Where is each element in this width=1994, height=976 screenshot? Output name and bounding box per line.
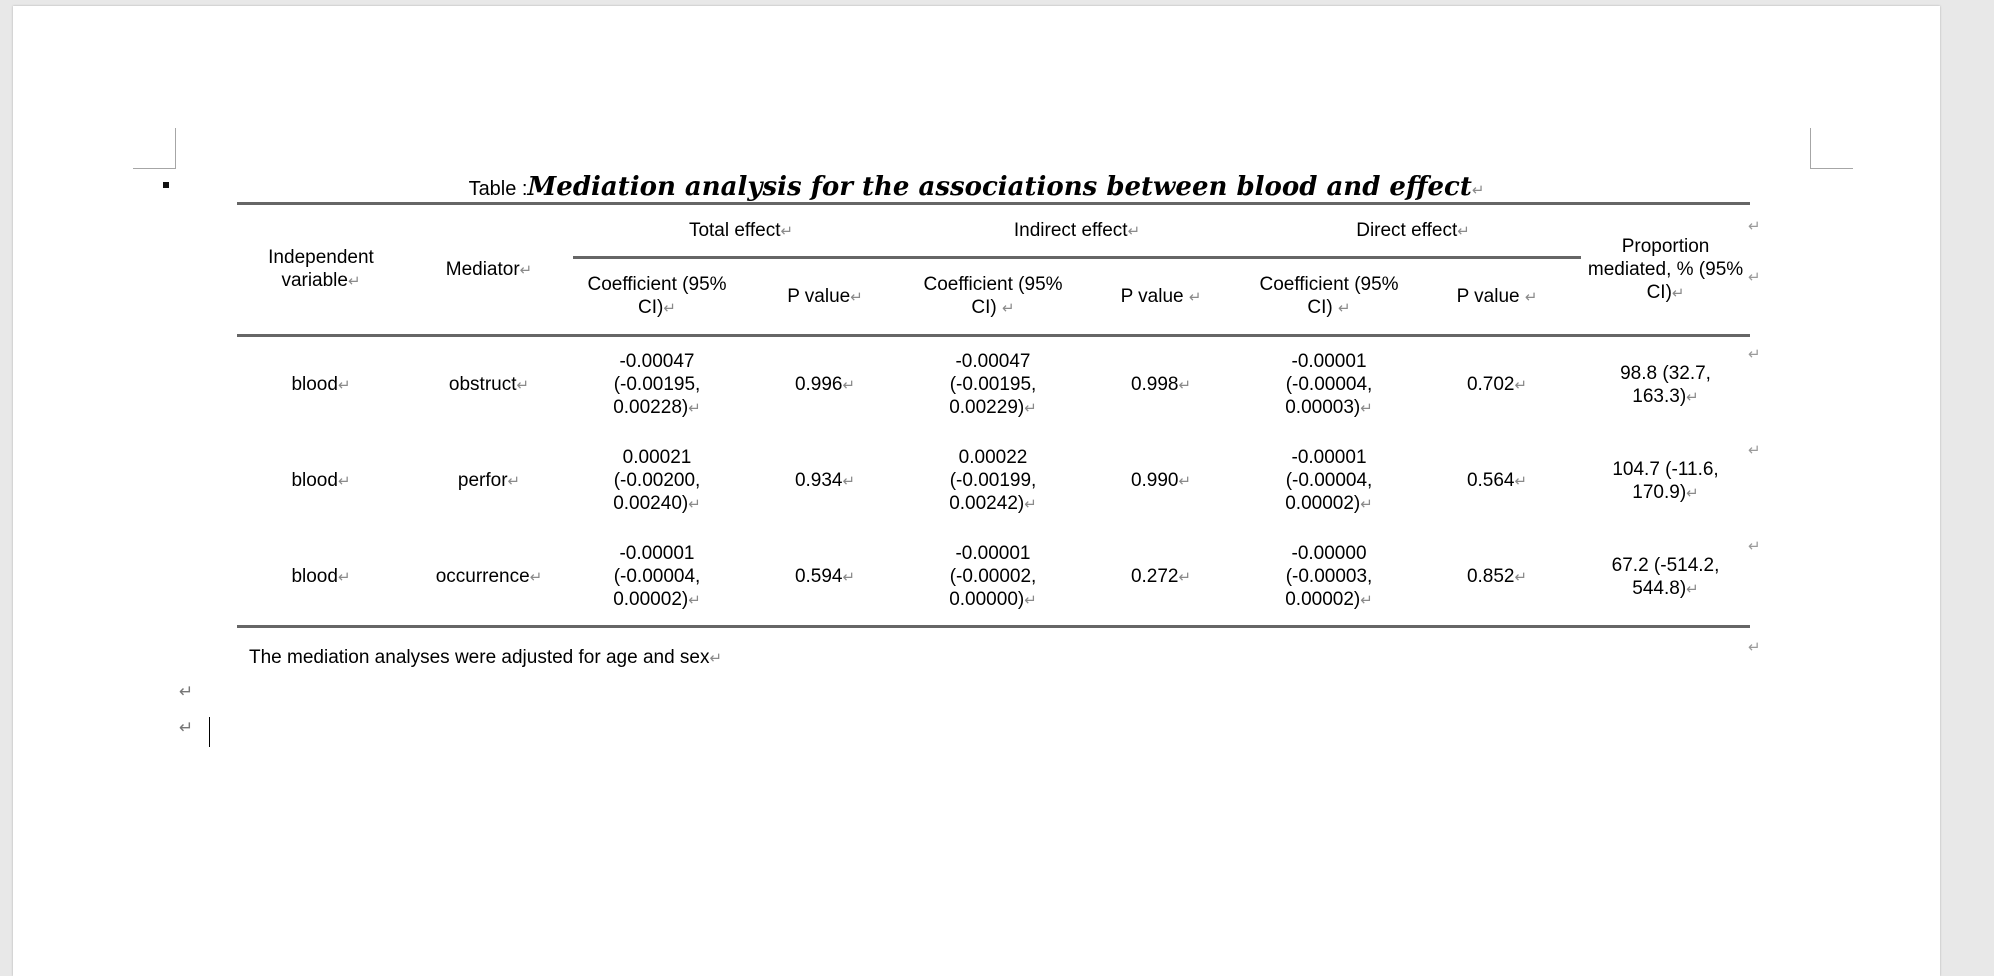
cell-proportion[interactable]: 104.7 (-11.6, 170.9)↵	[1612, 458, 1719, 503]
header-proportion-mediated[interactable]: Proportion mediated, % (95% CI)↵	[1581, 204, 1750, 336]
cell-indirect-coefficient[interactable]: -0.00047 (-0.00195, 0.00229)↵	[949, 351, 1037, 418]
cell-total-p-value[interactable]: 0.594↵	[794, 566, 856, 587]
cell-independent[interactable]: blood↵	[291, 374, 351, 395]
crop-mark-top-left	[133, 128, 176, 169]
cell-total-p-value[interactable]: 0.996↵	[794, 374, 856, 395]
header-indirect-p-value[interactable]: P value ↵	[1077, 258, 1245, 336]
cell-direct-coefficient[interactable]: -0.00001 (-0.00004, 0.00003)↵	[1285, 351, 1373, 418]
header-direct-p-value[interactable]: P value ↵	[1413, 258, 1581, 336]
header-total-effect[interactable]: Total effect↵	[573, 204, 909, 258]
cell-indirect-p-value[interactable]: 0.272↵	[1130, 566, 1192, 587]
cell-indirect-coefficient[interactable]: -0.00001 (-0.00002, 0.00000)↵	[949, 543, 1037, 610]
header-indirect-effect[interactable]: Indirect effect↵	[909, 204, 1245, 258]
cell-proportion[interactable]: 67.2 (-514.2, 544.8)↵	[1611, 554, 1720, 599]
caption-title: Mediation analysis for the associations between blood and effect	[527, 172, 1472, 202]
header-row-groups	[237, 204, 1750, 258]
table-row	[237, 529, 1750, 627]
cell-direct-coefficient[interactable]: -0.00000 (-0.00003, 0.00002)↵	[1285, 543, 1373, 610]
cell-total-coefficient[interactable]: -0.00047 (-0.00195, 0.00228)↵	[613, 351, 701, 418]
row-end-mark-icon: ↵	[1748, 217, 1761, 235]
table-row	[237, 336, 1750, 434]
cell-direct-p-value[interactable]: 0.852↵	[1466, 566, 1528, 587]
paragraph-mark-icon: ↵	[1471, 181, 1485, 199]
header-total-coefficient[interactable]: Coefficient (95% CI)↵	[573, 258, 741, 336]
caption-lead: Table :	[468, 178, 528, 200]
header-total-p-value[interactable]: P value↵	[741, 258, 909, 336]
cell-proportion[interactable]: 98.8 (32.7, 163.3)↵	[1620, 362, 1711, 407]
cell-indirect-p-value[interactable]: 0.998↵	[1130, 374, 1192, 395]
cell-indirect-coefficient[interactable]: 0.00022 (-0.00199, 0.00242)↵	[949, 447, 1037, 514]
cell-mediator[interactable]: perfor↵	[457, 470, 521, 491]
cell-indirect-p-value[interactable]: 0.990↵	[1130, 470, 1192, 491]
mediation-table[interactable]	[237, 202, 1750, 628]
crop-mark-top-right	[1810, 128, 1853, 169]
empty-paragraph-mark-icon: ↵	[179, 718, 194, 738]
cell-independent[interactable]: blood↵	[291, 470, 351, 491]
empty-paragraph-mark-icon: ↵	[179, 682, 194, 702]
cell-mediator[interactable]: occurrence↵	[435, 566, 543, 587]
document-page[interactable]	[13, 6, 1940, 976]
cell-direct-p-value[interactable]: 0.702↵	[1466, 374, 1528, 395]
cell-total-coefficient[interactable]: 0.00021 (-0.00200, 0.00240)↵	[613, 447, 701, 514]
row-end-mark-icon: ↵	[1748, 638, 1761, 656]
row-end-mark-icon: ↵	[1748, 537, 1761, 555]
row-end-mark-icon: ↵	[1748, 345, 1761, 363]
cell-direct-p-value[interactable]: 0.564↵	[1466, 470, 1528, 491]
cell-total-p-value[interactable]: 0.934↵	[794, 470, 856, 491]
table-row	[237, 433, 1750, 529]
row-end-mark-icon: ↵	[1748, 268, 1761, 286]
row-end-mark-icon: ↵	[1748, 441, 1761, 459]
header-direct-coefficient[interactable]: Coefficient (95% CI) ↵	[1245, 258, 1413, 336]
header-direct-effect[interactable]: Direct effect↵	[1245, 204, 1581, 258]
header-mediator[interactable]: Mediator↵	[405, 204, 573, 336]
text-cursor	[209, 717, 210, 747]
table-caption[interactable]	[13, 172, 1940, 202]
header-indirect-coefficient[interactable]: Coefficient (95% CI) ↵	[909, 258, 1077, 336]
table-note[interactable]: The mediation analyses were adjusted for age and sex↵	[249, 647, 723, 668]
cell-total-coefficient[interactable]: -0.00001 (-0.00004, 0.00002)↵	[613, 543, 701, 610]
cell-mediator[interactable]: obstruct↵	[448, 374, 530, 395]
cell-independent[interactable]: blood↵	[291, 566, 351, 587]
header-independent-variable[interactable]: Independent variable↵	[237, 204, 405, 336]
cell-direct-coefficient[interactable]: -0.00001 (-0.00004, 0.00002)↵	[1285, 447, 1373, 514]
